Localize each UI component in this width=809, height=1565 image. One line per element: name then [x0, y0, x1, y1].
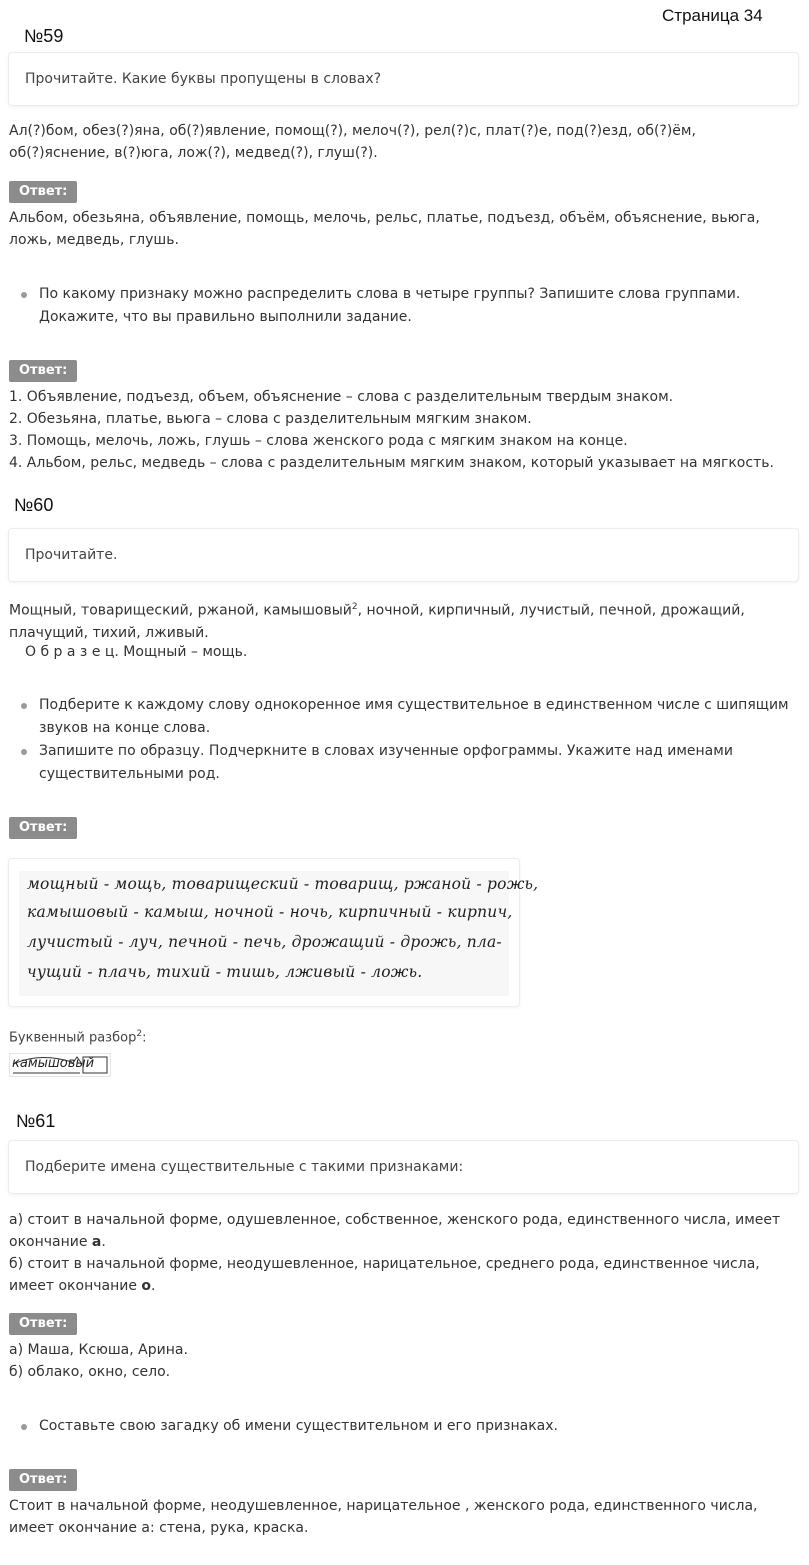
- condition-a-text: а) стоит в начальной форме, одушевленное, собственное, женского рода, единственного числа, имеет окончание: [9, 1212, 781, 1250]
- task-59-number: №59: [24, 26, 64, 46]
- task-60-text-part1: Мощный, товарищеский, ржаной, камышовый: [9, 602, 352, 619]
- task-59-prompt: Прочитайте. Какие буквы пропущены в словах?: [25, 71, 382, 87]
- task-60-bullets: [9, 694, 789, 786]
- list-item: По какому признаку можно распределить слова в четыре группы? Запишите слова группами. Докажите, что вы правильно выполнили задание.: [9, 283, 789, 329]
- handwriting-line: мощный - мощь, товарищеский - товарищ, ржаной - рожь,: [27, 875, 539, 893]
- handwriting-line: чущий - плачь, тихий - тишь, лживый - ложь.: [27, 963, 423, 981]
- group-line: 2. Обезьяна, платье, вьюга – слова с разделительным мягким знаком.: [9, 411, 532, 427]
- handwriting-line: лучистый - луч, печной - печь, дрожащий - дрожь, пла-: [27, 933, 502, 951]
- parsed-word: камышовый: [12, 1056, 95, 1071]
- task-61-prompt: Подберите имена существительные с такими признаками:: [25, 1159, 464, 1175]
- group-line: 1. Объявление, подъезд, объем, объяснение – слова с разделительным твердым знаком.: [9, 389, 674, 405]
- task-60-text: [9, 596, 801, 644]
- condition-b-ending: о: [141, 1278, 152, 1294]
- footnote-mark: 2: [136, 1029, 143, 1039]
- list-item: Составьте свою загадку об имени существительном и его признаках.: [9, 1415, 789, 1438]
- page-number: Страница 34: [662, 6, 763, 25]
- task-61-answers: [9, 1339, 801, 1383]
- answer-badge: Ответ:: [9, 181, 77, 203]
- answer-badge: Ответ:: [9, 1469, 77, 1491]
- condition-a: а) стоит в начальной форме, одушевленное, собственное, женского рода, единственного числа, имеет окончание а.: [9, 1212, 781, 1250]
- task-59-groups: [9, 386, 801, 474]
- task-60-example: О б р а з е ц. Мощный – мощь.: [25, 644, 248, 660]
- task-59-bullets: [9, 283, 789, 329]
- task-60-prompt-box: [8, 528, 799, 582]
- answer-badge: Ответ:: [9, 1313, 77, 1335]
- task-60-number: №60: [14, 495, 54, 515]
- condition-a-ending: а: [91, 1234, 102, 1250]
- footnote-mark: 2: [351, 602, 358, 612]
- group-line: 4. Альбом, рельс, медведь – слова с разделительным мягким знаком, который указывает на мягкость.: [9, 455, 774, 471]
- parse-label-text: Буквенный разбор: [9, 1030, 137, 1046]
- list-item: Подберите к каждому слову однокоренное имя существительное в единственном числе с шипящим звуков на конце слова.: [9, 694, 789, 740]
- handwritten-answer-image: [8, 858, 539, 1007]
- list-item: Запишите по образцу. Подчеркните в словах изученные орфограммы. Укажите над именами существительными род.: [9, 740, 789, 786]
- task-60-prompt: Прочитайте.: [25, 547, 118, 563]
- answer-badge: Ответ:: [9, 817, 77, 839]
- word-parse-box: [9, 1053, 111, 1077]
- task-61-number: №61: [16, 1111, 56, 1131]
- task-61-conditions: [9, 1209, 801, 1297]
- task-61-prompt-box: [8, 1140, 799, 1194]
- answer-badge: Ответ:: [9, 360, 77, 382]
- answer-line: а) Маша, Ксюша, Арина.: [9, 1342, 188, 1358]
- condition-b: б) стоит в начальной форме, неодушевленное, нарицательное, среднего рода, единственное числа, имеет окончание о.: [9, 1256, 760, 1294]
- handwriting-line: камышовый - камыш, ночной - ночь, кирпичный - кирпич,: [27, 903, 513, 921]
- handwriting-paper: [19, 871, 539, 996]
- parse-colon: :: [142, 1030, 147, 1046]
- task-59-prompt-box: [8, 52, 799, 106]
- task-61-answer2: Стоит в начальной форме, неодушевленное, нарицательное , женского рода, единственного числа, имеет окончание а: стена, рука, краска.: [9, 1498, 758, 1536]
- letter-parse-label: [9, 1029, 146, 1045]
- task-60-text-part2: , ночной, кирпичный, лучистый, печной, дрожащий, плачущий, тихий, лживый.: [9, 602, 745, 641]
- condition-b-text: б) стоит в начальной форме, неодушевленное, нарицательное, среднего рода, единственное числа, имеет окончание: [9, 1256, 760, 1294]
- answer-line: б) облако, окно, село.: [9, 1364, 171, 1380]
- task-59-text: Ал(?)бом, обез(?)яна, об(?)явление, помощ(?), мелоч(?), рел(?)с, плат(?)е, под(?)езд, об(?)ём, об(?)яснение, в(?)юга, лож(?), медвед(?), глуш(?).: [9, 123, 696, 161]
- task-61-bullets: [9, 1415, 789, 1438]
- task-59-answer: Альбом, обезьяна, объявление, помощь, мелочь, рельс, платье, подъезд, объём, объяснение, вьюга, ложь, медведь, глушь.: [9, 210, 760, 248]
- group-line: 3. Помощь, мелочь, ложь, глушь – слова женского рода с мягким знаком на конце.: [9, 433, 628, 449]
